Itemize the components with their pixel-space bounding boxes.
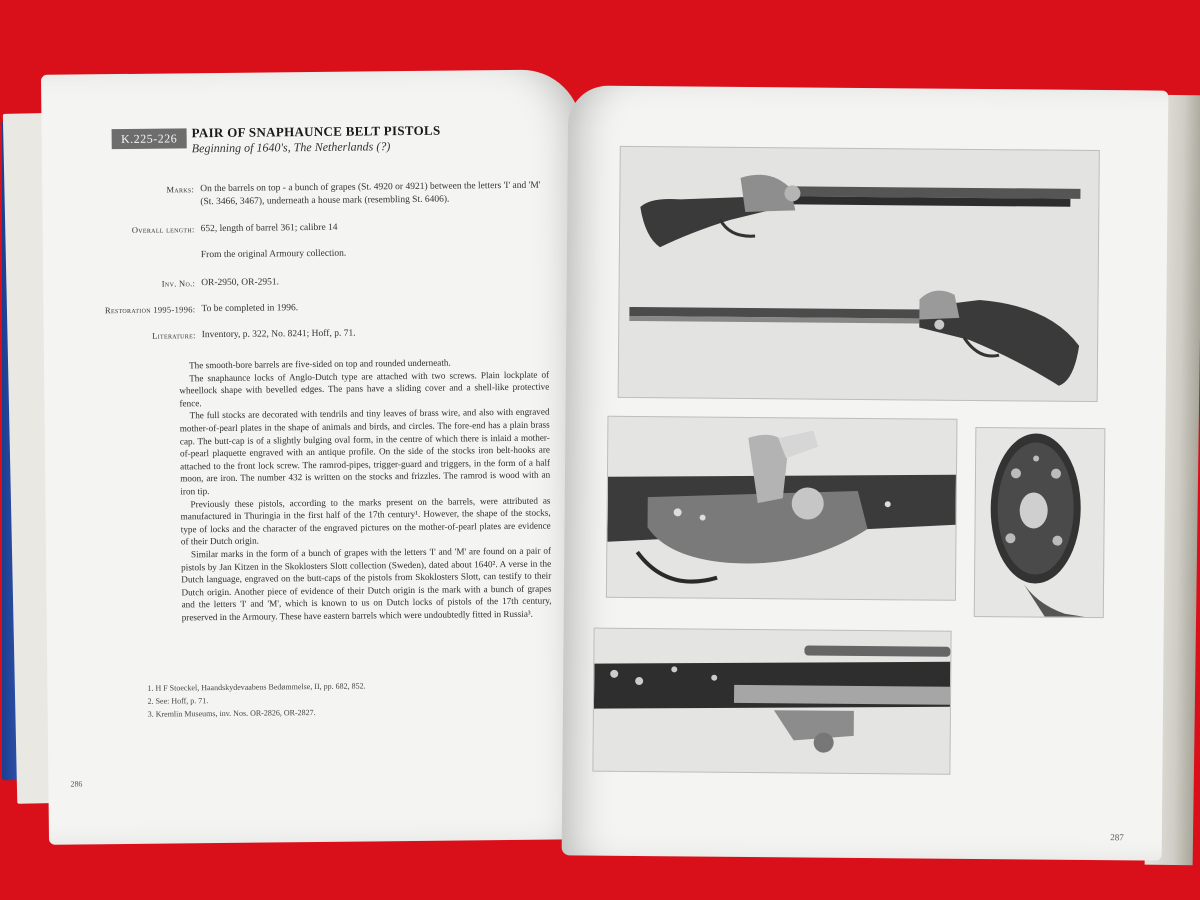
photo-lock-detail: [606, 416, 958, 601]
field-label: Restoration 1995-1996:: [104, 304, 196, 316]
field-inventory-number: [161, 273, 556, 290]
field-provenance: [201, 245, 556, 262]
photo-butt-cap: [974, 427, 1106, 618]
field-value: From the original Armoury collection.: [200, 248, 347, 261]
paragraph: The snaphaunce locks of Anglo-Dutch type are attached with two screws. Plain lockplate of wheellock shape with bevelled edges. The pans have a sliding cover and a shell-like protective fence.: [179, 369, 550, 409]
paragraph: Previously these pistols, according to the marks present on the barrels, were attributed as manufactured in Thuringia in the first half of the 17th century¹. However, the shape of the stocks, type of locks and the character of the engraved pictures on the mother-of-pearl plates are evidence of their Dutch origin.: [180, 495, 551, 547]
entry-title: PAIR OF SNAPHAUNCE BELT PISTOLS: [191, 122, 441, 141]
field-overall-length: [131, 219, 556, 236]
field-marks: [166, 179, 555, 209]
field-label: Overall length:: [131, 224, 195, 235]
field-restoration: [104, 299, 556, 316]
paragraph: The full stocks are decorated with tendrils and tiny leaves of brass wire, and also with engraved mother-of-pearl plates in the shape of animals and birds, and circles. The fore-end has a plain brass cap. The butt-cap is of a slightly bulging oval form, in the centre of which there is inlaid a mother-of-pearl plaquette engraved with an antique profile. On the side of the stocks iron belt-hooks are attached to the front lock screw. The ramrod-pipes, trigger-guard and triggers, in the form of a half moon, are iron. The number 432 is written on the stocks and frizzles. The ramrod is wood with an iron tip.: [179, 406, 551, 497]
butt-cap-illustration: [975, 428, 1105, 617]
paragraph: The smooth-bore barrels are five-sided on top and rounded underneath.: [188, 357, 451, 371]
photo-stock-top-view: [592, 628, 951, 775]
lock-detail-illustration: [607, 417, 957, 600]
field-value: To be completed in 1996.: [201, 303, 299, 315]
field-label: Literature:: [152, 330, 196, 341]
field-value: Inventory, p. 322, No. 8241; Hoff, p. 71.: [201, 328, 356, 341]
footnote: 3. Kremlin Museums, inv. Nos. OR-2826, OR-2827.: [147, 708, 316, 719]
field-value: On the barrels on top - a bunch of grapes (St. 4920 or 4921) between the letters 'I' and 'M' (St. 3466, 3467), underneath a house mark (resembling St. 6406).: [200, 180, 541, 208]
field-value: 652, length of barrel 361; calibre 14: [200, 222, 338, 235]
right-page: [562, 85, 1169, 860]
description-body: [179, 356, 552, 624]
stock-top-view-illustration: [593, 629, 950, 774]
paragraph: Similar marks in the form of a bunch of grapes with the letters 'I' and 'M' are found on a pair of pistols by Jan Kitzen in the Skoklosters Slott collection (Sweden), dated about 1640². A verse in the Dutch language, engraved on the butt-caps of the pistols from Skoklosters Slott, can testify to their Dutch origin. Another piece of evidence of their Dutch origin is the mark with a bunch of grapes and the letters 'I' and 'M', which is known to us on Dutch locks of pistols of the 17th century, preserved in the Armoury. These have eastern barrels which were undoubtedly fitted in Russia³.: [181, 545, 552, 623]
left-page: [41, 69, 589, 845]
field-label: Inv. No.:: [161, 278, 196, 289]
field-literature: [152, 325, 557, 342]
entry-subtitle: Beginning of 1640's, The Netherlands (?): [191, 139, 391, 156]
catalogue-number-tab: K.225-226: [112, 128, 187, 149]
page-number-right: 287: [1110, 832, 1124, 843]
footnote: 2. See: Hoff, p. 71.: [147, 696, 209, 706]
footnote: 1. H F Stoeckel, Haandskydevaabens Bedømmelse, II, pp. 682, 852.: [147, 681, 366, 693]
field-value: OR-2950, OR-2951.: [201, 277, 280, 289]
field-label: Marks:: [166, 184, 195, 195]
footnotes: [147, 679, 366, 720]
photo-pistols-pair: [618, 146, 1100, 402]
pistols-pair-illustration: [619, 147, 1099, 401]
page-number-left: 286: [70, 779, 83, 789]
